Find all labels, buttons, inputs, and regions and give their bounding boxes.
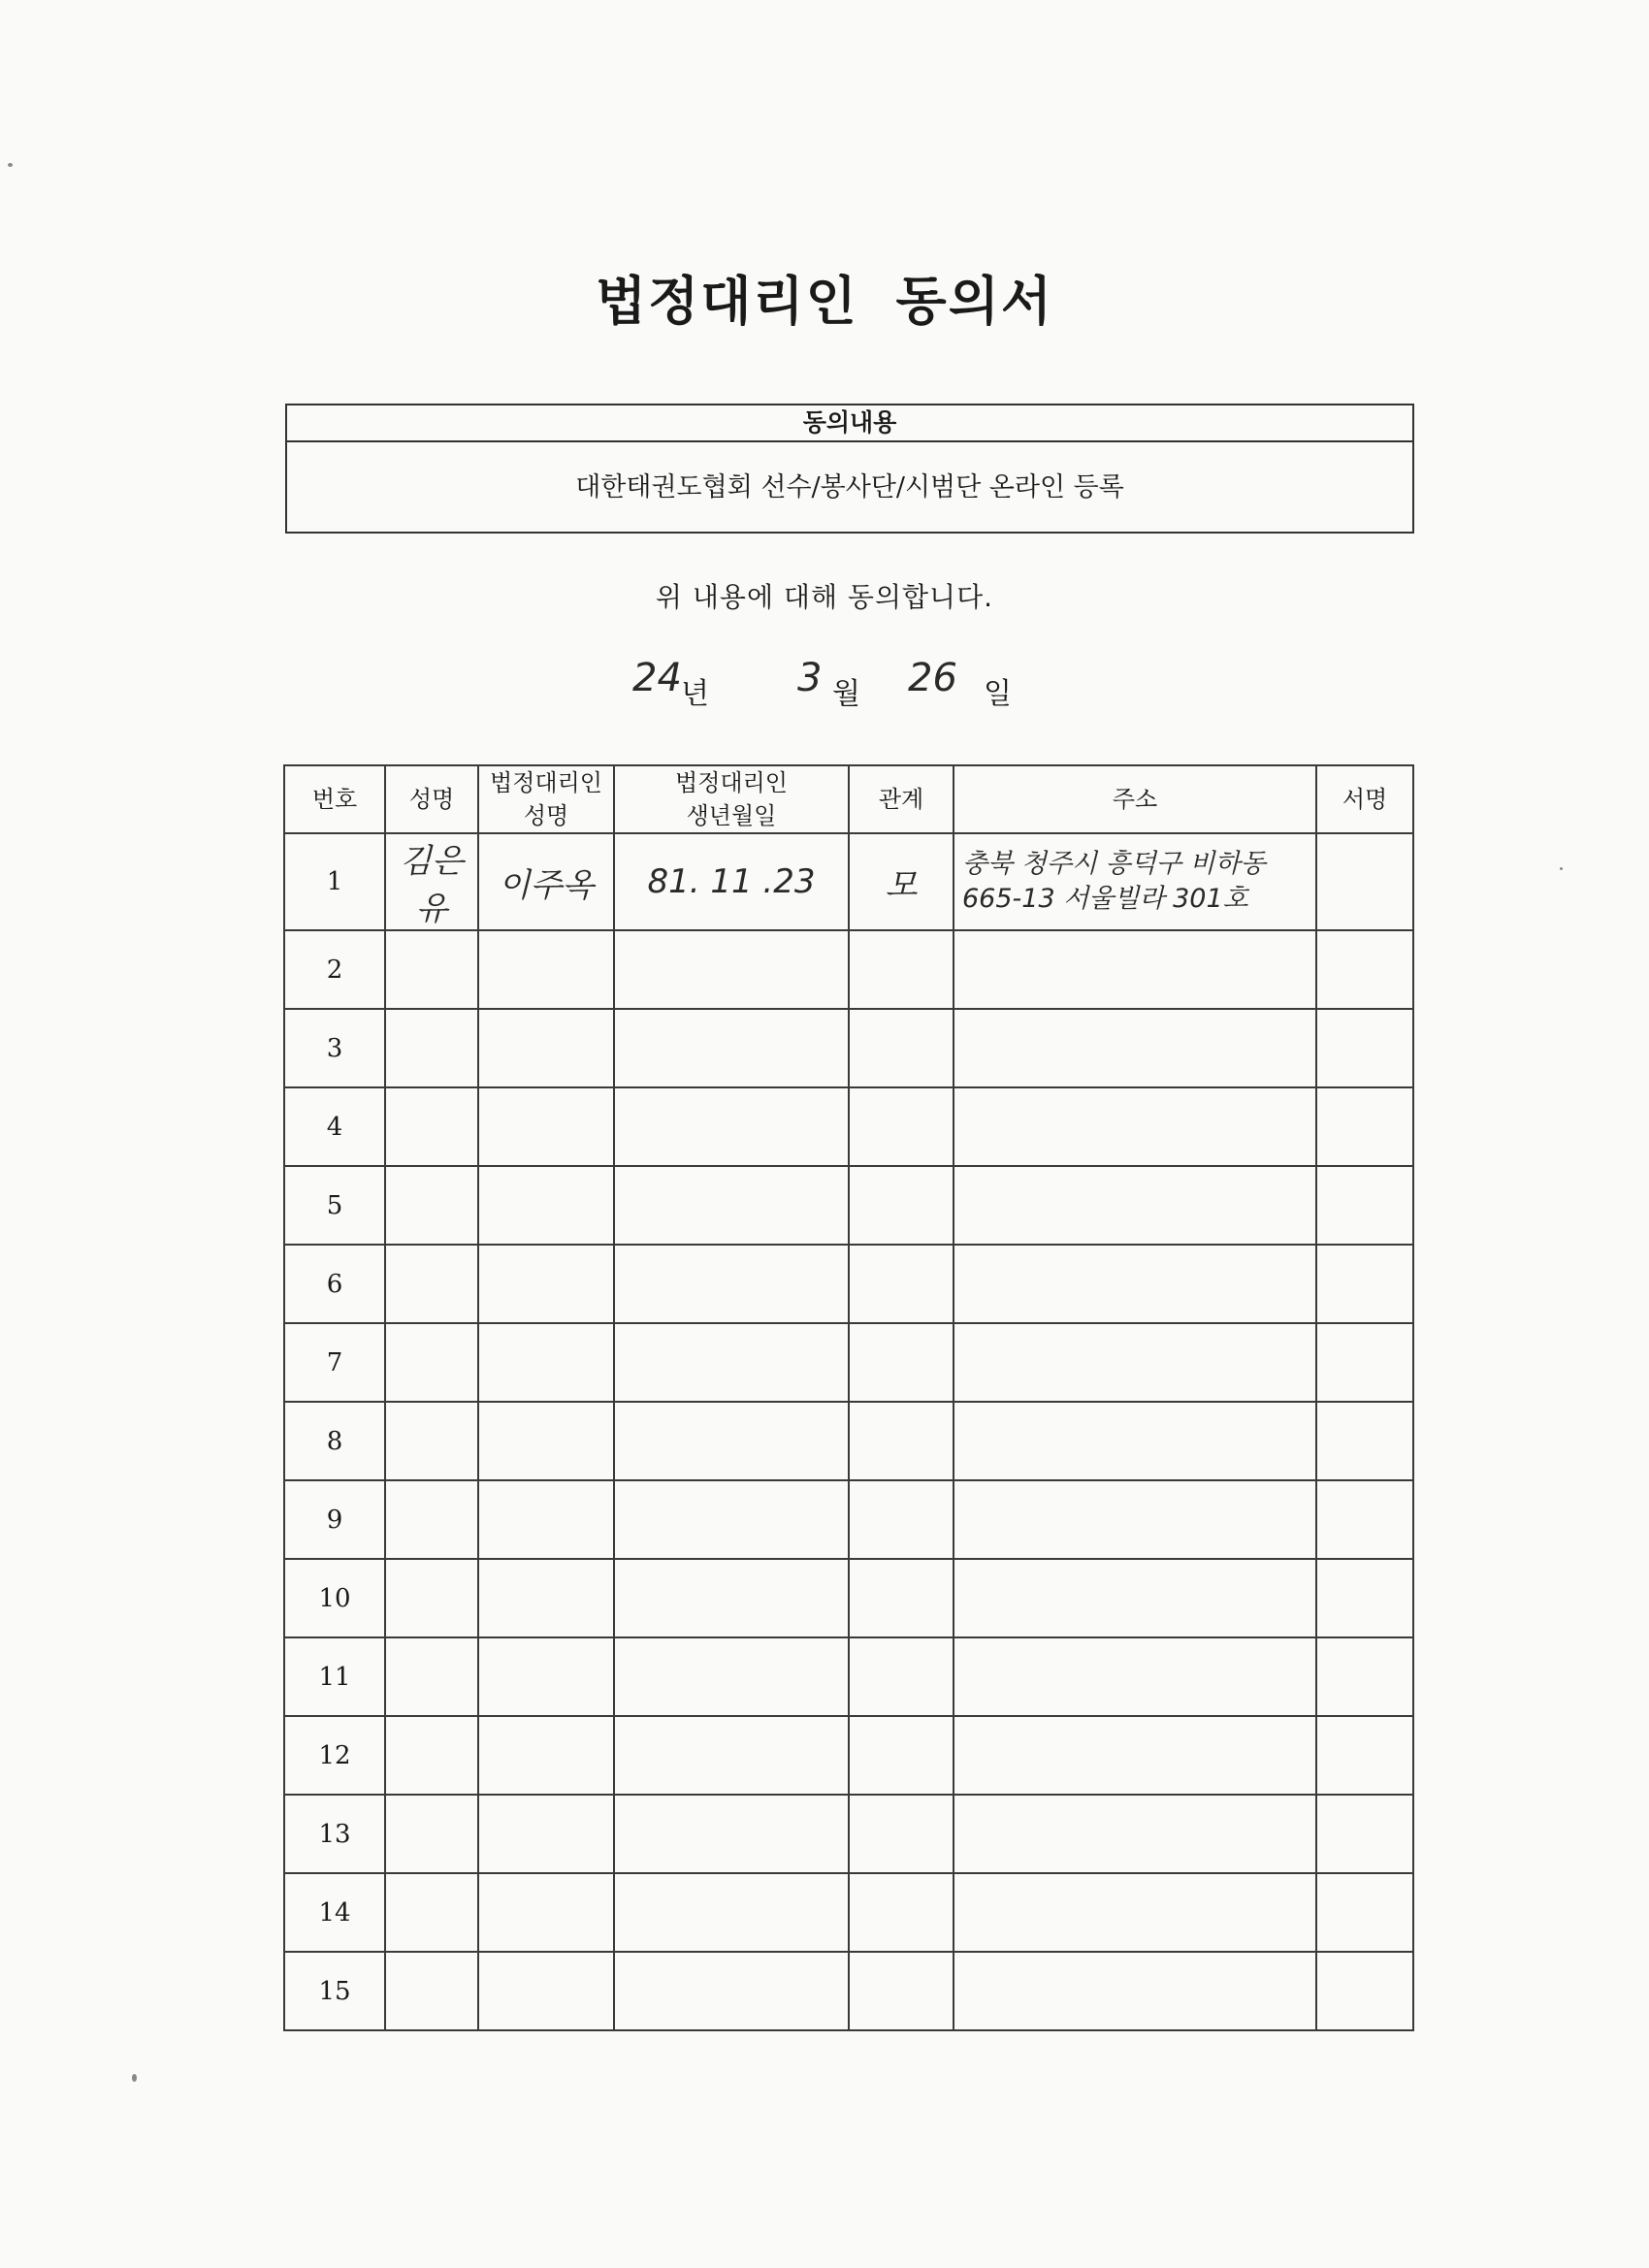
address <box>954 1716 1316 1795</box>
consent-content: 대한태권도협회 선수/봉사단/시범단 온라인 등록 <box>575 472 1124 502</box>
row-number: 7 <box>284 1323 385 1402</box>
guardian-birthdate <box>614 1716 849 1795</box>
relation <box>849 1323 954 1402</box>
table-row <box>284 833 1413 930</box>
address-line2: 665-13 서울빌라 301호 <box>962 884 1248 914</box>
table-row <box>284 1559 1413 1637</box>
address <box>954 1009 1316 1087</box>
header-no: 번호 <box>284 765 385 833</box>
row-number: 4 <box>284 1087 385 1166</box>
row-number: 15 <box>284 1952 385 2030</box>
student-name <box>385 1873 478 1952</box>
header-signature: 서명 <box>1316 765 1413 833</box>
address <box>954 1873 1316 1952</box>
signature <box>1316 1245 1413 1323</box>
address <box>954 1480 1316 1559</box>
relation: 모 <box>849 833 954 930</box>
guardian-birthdate: 81. 11 .23 <box>614 833 849 930</box>
guardian-birthdate <box>614 1323 849 1402</box>
signature <box>1316 1323 1413 1402</box>
guardian-name <box>478 930 614 1009</box>
address <box>954 833 1316 930</box>
table-row <box>284 1323 1413 1402</box>
guardian-birthdate <box>614 1480 849 1559</box>
table-row <box>284 1009 1413 1087</box>
student-name <box>385 1795 478 1873</box>
student-name <box>385 1402 478 1480</box>
signature <box>1316 1637 1413 1716</box>
guardian-birthdate <box>614 1087 849 1166</box>
header-guardian-name <box>478 765 614 833</box>
guardian-birthdate <box>614 1009 849 1087</box>
date-month-label: 월 <box>832 677 860 711</box>
header-name: 성명 <box>385 765 478 833</box>
address <box>954 1323 1316 1402</box>
signature <box>1316 930 1413 1009</box>
signature <box>1316 1402 1413 1480</box>
guardian-name <box>478 1952 614 2030</box>
student-name <box>385 1716 478 1795</box>
student-name <box>385 1637 478 1716</box>
address <box>954 1952 1316 2030</box>
table-row <box>284 1716 1413 1795</box>
table-row <box>284 1637 1413 1716</box>
student-name <box>385 1166 478 1245</box>
row-number: 5 <box>284 1166 385 1245</box>
row-number: 13 <box>284 1795 385 1873</box>
row-number: 2 <box>284 930 385 1009</box>
relation <box>849 1716 954 1795</box>
student-name: 김은유 <box>385 833 478 930</box>
date-month-value: 3 <box>797 656 823 700</box>
guardian-table <box>283 764 1414 2031</box>
address <box>954 1637 1316 1716</box>
table-row <box>284 1952 1413 2030</box>
table-row <box>284 1245 1413 1323</box>
row-number: 9 <box>284 1480 385 1559</box>
row-number: 12 <box>284 1716 385 1795</box>
relation <box>849 1402 954 1480</box>
guardian-name <box>478 1402 614 1480</box>
relation <box>849 1480 954 1559</box>
signature <box>1316 1087 1413 1166</box>
guardian-name <box>478 1637 614 1716</box>
date-line <box>0 656 1649 714</box>
guardian-birthdate <box>614 1795 849 1873</box>
header-guardian-birth-line2: 생년월일 <box>686 802 777 829</box>
guardian-name <box>478 1559 614 1637</box>
address <box>954 1087 1316 1166</box>
consent-box <box>285 404 1414 534</box>
guardian-birthdate <box>614 1559 849 1637</box>
guardian-birthdate <box>614 1402 849 1480</box>
relation <box>849 930 954 1009</box>
guardian-name <box>478 1480 614 1559</box>
signature <box>1316 1952 1413 2030</box>
signature <box>1316 1716 1413 1795</box>
relation <box>849 1087 954 1166</box>
student-name <box>385 1009 478 1087</box>
relation <box>849 1795 954 1873</box>
date-day-label: 일 <box>984 677 1012 711</box>
signature <box>1316 1009 1413 1087</box>
header-guardian-birth <box>614 765 849 833</box>
signature <box>1316 1166 1413 1245</box>
relation <box>849 1559 954 1637</box>
table-row <box>284 1795 1413 1873</box>
table-header-row <box>284 765 1413 833</box>
student-name <box>385 1323 478 1402</box>
table-row <box>284 1873 1413 1952</box>
row-number: 10 <box>284 1559 385 1637</box>
guardian-birthdate <box>614 1873 849 1952</box>
address <box>954 930 1316 1009</box>
consent-heading: 동의내용 <box>287 405 1412 442</box>
row-number: 1 <box>284 833 385 930</box>
student-name <box>385 930 478 1009</box>
signature <box>1316 833 1413 930</box>
guardian-birthdate <box>614 930 849 1009</box>
date-day-value: 26 <box>908 656 957 700</box>
student-name <box>385 1559 478 1637</box>
relation <box>849 1637 954 1716</box>
row-number: 11 <box>284 1637 385 1716</box>
guardian-name <box>478 1087 614 1166</box>
header-guardian-name-line1: 법정대리인 <box>490 769 602 796</box>
student-name <box>385 1087 478 1166</box>
address <box>954 1245 1316 1323</box>
address-line1: 충북 청주시 흥덕구 비하동 <box>962 849 1266 879</box>
header-relation: 관계 <box>849 765 954 833</box>
relation <box>849 1873 954 1952</box>
scan-speck <box>1560 867 1563 870</box>
signature <box>1316 1480 1413 1559</box>
guardian-name <box>478 1009 614 1087</box>
document-title: 법정대리인 동의서 <box>595 271 1054 332</box>
guardian-birthdate <box>614 1166 849 1245</box>
date-year-value: 24 <box>632 656 682 700</box>
table-row <box>284 1402 1413 1480</box>
scan-speck <box>8 163 13 167</box>
signature <box>1316 1795 1413 1873</box>
row-number: 8 <box>284 1402 385 1480</box>
relation <box>849 1009 954 1087</box>
student-name <box>385 1952 478 2030</box>
table-row <box>284 1087 1413 1166</box>
guardian-birthdate <box>614 1637 849 1716</box>
guardian-name: 이주옥 <box>478 833 614 930</box>
guardian-name <box>478 1323 614 1402</box>
guardian-birthdate <box>614 1245 849 1323</box>
row-number: 14 <box>284 1873 385 1952</box>
address <box>954 1559 1316 1637</box>
header-guardian-birth-line1: 법정대리인 <box>675 769 788 796</box>
header-address: 주소 <box>954 765 1316 833</box>
guardian-name <box>478 1716 614 1795</box>
table-row <box>284 1480 1413 1559</box>
scan-speck <box>132 2074 137 2082</box>
relation <box>849 1952 954 2030</box>
signature <box>1316 1873 1413 1952</box>
guardian-birthdate <box>614 1952 849 2030</box>
student-name <box>385 1245 478 1323</box>
address <box>954 1166 1316 1245</box>
guardian-name <box>478 1245 614 1323</box>
header-guardian-name-line2: 성명 <box>523 802 569 829</box>
date-year-label: 년 <box>681 677 709 711</box>
guardian-name <box>478 1795 614 1873</box>
guardian-name <box>478 1873 614 1952</box>
row-number: 3 <box>284 1009 385 1087</box>
relation <box>849 1245 954 1323</box>
address <box>954 1795 1316 1873</box>
student-name <box>385 1480 478 1559</box>
agreement-statement: 위 내용에 대해 동의합니다. <box>655 581 994 613</box>
relation <box>849 1166 954 1245</box>
address <box>954 1402 1316 1480</box>
table-row <box>284 1166 1413 1245</box>
row-number: 6 <box>284 1245 385 1323</box>
table-row <box>284 930 1413 1009</box>
signature <box>1316 1559 1413 1637</box>
guardian-name <box>478 1166 614 1245</box>
